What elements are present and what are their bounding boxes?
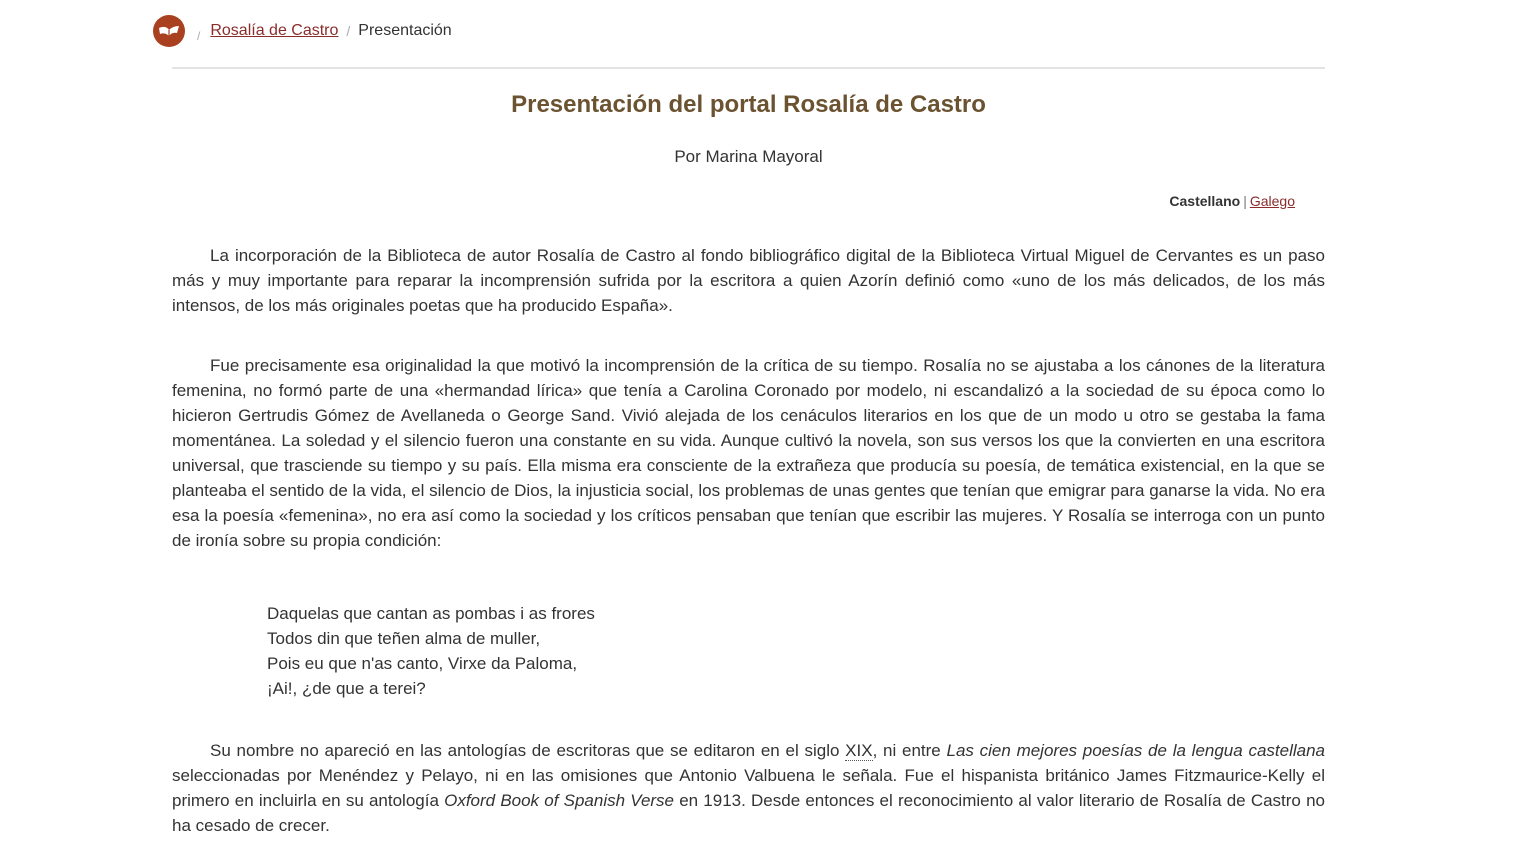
book-title: Las cien mejores poesías de la lengua castellana <box>946 741 1326 760</box>
century-abbreviation: XIX <box>845 741 873 760</box>
paragraph <box>172 738 1325 838</box>
breadcrumb-current: Presentación <box>358 22 452 39</box>
text-span: , ni entre <box>872 741 947 760</box>
book-title: Oxford Book of Spanish Verse <box>444 791 675 810</box>
text-span: seleccionadas por Menéndez y Pelayo, ni en las omisiones que Antonio Valbuena le señala. Fue el hispanista británico James Fitzmaurice-Kelly el primero en incluirla en su antología <box>172 766 1325 810</box>
paragraph: La incorporación de la Biblioteca de autor Rosalía de Castro al fondo bibliográfico digital de la Biblioteca Virtual Miguel de Cervantes es un paso más y muy importante para reparar la incomprensión sufrida por la escritora a quien Azorín definió como «uno de los más delicados, de los más intensos, de los más originales poetas que ha producido España». <box>172 246 1325 315</box>
text-span: en 1913. Desde entonces el reconocimiento al valor literario de Rosalía de Castro no ha cesado de crecer. <box>172 791 1325 835</box>
poem-line: Pois eu que n'as canto, Virxe da Paloma, <box>267 654 578 673</box>
language-switcher <box>1169 193 1295 209</box>
breadcrumb-separator: / <box>197 29 201 43</box>
header-divider <box>172 67 1325 69</box>
header <box>153 14 452 48</box>
breadcrumb-separator: / <box>346 23 351 39</box>
poem-line: ¡Ai!, ¿de que a terei? <box>267 679 426 698</box>
breadcrumb-link-author[interactable]: Rosalía de Castro <box>210 22 339 39</box>
poem-line: Daquelas que cantan as pombas i as frores <box>267 604 595 623</box>
home-logo-icon[interactable] <box>153 15 185 47</box>
page-title: Presentación del portal Rosalía de Castro <box>511 91 986 118</box>
poem-quote <box>267 601 1325 701</box>
language-link-galego[interactable]: Galego <box>1249 193 1295 209</box>
poem-line: Todos din que teñen alma de muller, <box>267 629 541 648</box>
paragraph: Fue precisamente esa originalidad la que motivó la incomprensión de la crítica de su tiempo. Rosalía no se ajustaba a los cánones de la literatura femenina, no formó parte de una «hermandad lírica» que tenía a Carolina Coronado por modelo, ni escandalizó a la sociedad de su época como lo hicieron Gertrudis Gómez de Avellaneda o George Sand. Vivió alejada de los cenáculos literarios en los que de un modo u otro se gestaba la fama momentánea. La soledad y el silencio fueron una constante en su vida. Aunque cultivó la novela, son sus versos los que la convierten en una escritora universal, que trasciende su tiempo y su país. Ella misma era consciente de la extrañeza que producía su poesía, de temática existencial, en la que se planteaba el sentido de la vida, el silencio de Dios, la injusticia social, los problemas de unas gentes que tenían que emigrar para ganarse la vida. No era esa la poesía «femenina», no era así como la sociedad y los críticos pensaban que tenían que escribir las mujeres. Y Rosalía se interroga con un punto de ironía sobre su propia condición: <box>172 356 1325 550</box>
language-current: Castellano <box>1169 193 1241 209</box>
breadcrumb <box>197 19 452 43</box>
language-separator: | <box>1243 193 1247 209</box>
author-line: Por Marina Mayoral <box>674 147 823 166</box>
article-body <box>172 243 1325 838</box>
text-span: Su nombre no apareció en las antologías de escritoras que se editaron en el siglo <box>210 741 846 760</box>
